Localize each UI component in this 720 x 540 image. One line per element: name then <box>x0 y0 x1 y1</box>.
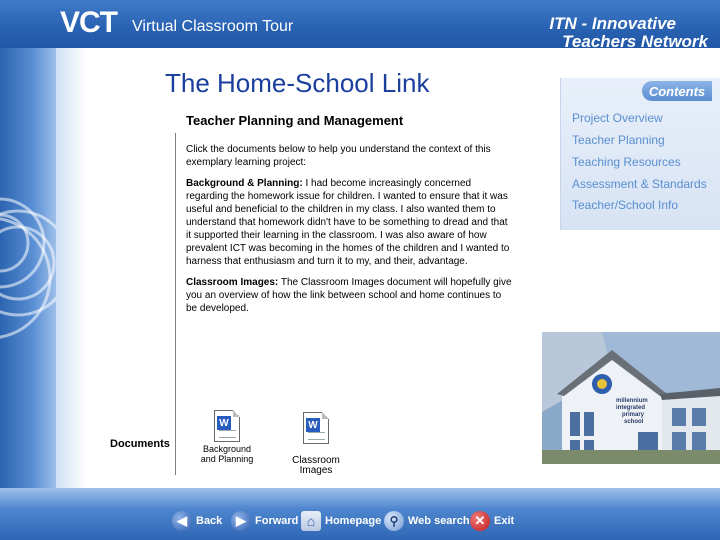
left-decorative-band <box>0 48 56 488</box>
nav-forward-button[interactable] <box>231 510 298 532</box>
nav-homepage-label: Homepage <box>325 515 382 527</box>
back-arrow-icon: ◀ <box>172 511 192 531</box>
intro-paragraph: Click the documents below to help you understand the context of this exemplary learning project: <box>186 144 491 168</box>
background-label: Background & Planning: <box>186 178 303 189</box>
header-subtitle: Virtual Classroom Tour <box>132 18 294 35</box>
page-title: The Home-School Link <box>165 68 430 98</box>
classroom-images-paragraph <box>186 276 512 315</box>
menu-item-teacher-planning[interactable]: Teacher Planning <box>572 133 665 147</box>
nav-forward-label: Forward <box>255 515 299 527</box>
background-paragraph <box>186 177 512 268</box>
contents-tab[interactable]: Contents <box>642 81 712 101</box>
nav-back-button[interactable] <box>172 510 222 532</box>
nav-exit-button[interactable] <box>470 510 514 532</box>
section-heading: Teacher Planning and Management <box>186 113 404 128</box>
classroom-images-text: The Classroom Images document will hopefully give you an overview of how the link between school and home continues to be developed. <box>186 277 512 314</box>
nav-back-label: Back <box>196 515 223 527</box>
document-background-and-planning[interactable] <box>194 410 260 464</box>
documents-label: Documents <box>110 438 170 450</box>
nav-exit-label: Exit <box>494 515 515 527</box>
menu-item-assessment-standards[interactable]: Assessment & Standards <box>572 177 707 191</box>
background-text: I had become increasingly concerned regarding the homework issue for children. I wanted to ensure that it was useful and beneficial to the children in my class. I also wanted them to understand that homework didn't have to be something to dread and that it supported their learning in the classroom. I was also aware of how prevalent ICT was becoming in the homes of the children and I wanted to harness that enthusiasm and turn it to my, and their, advantage. <box>186 178 510 267</box>
magnifier-icon: ⚲ <box>384 511 404 531</box>
document-label: Classroom Images <box>292 455 340 476</box>
school-photo <box>542 332 720 464</box>
document-label: Background and Planning <box>200 444 254 464</box>
vct-logo: VCT <box>60 6 117 39</box>
menu-item-project-overview[interactable]: Project Overview <box>572 111 663 125</box>
home-icon: ⌂ <box>301 511 321 531</box>
classroom-images-label: Classroom Images: <box>186 277 279 288</box>
left-gradient-fade <box>56 48 86 488</box>
menu-item-teaching-resources[interactable]: Teaching Resources <box>572 155 681 169</box>
word-document-icon: W <box>214 410 240 442</box>
content-divider-line <box>175 133 176 475</box>
sign-text-line2: integrated <box>616 405 646 411</box>
concentric-circles-decoration <box>0 48 56 488</box>
menu-item-teacher-school-info[interactable]: Teacher/School Info <box>572 198 679 212</box>
nav-web-search-button[interactable] <box>384 510 470 532</box>
forward-arrow-icon: ▶ <box>231 511 251 531</box>
itn-brand-line1: ITN - Innovative <box>549 14 676 33</box>
sign-text-line1: millennium <box>616 398 648 404</box>
document-classroom-images[interactable] <box>276 412 356 476</box>
sign-text-line3: primary <box>622 412 645 418</box>
exit-x-icon: ✕ <box>470 511 490 531</box>
itn-brand-line2: Teachers Network <box>562 32 708 51</box>
content-body <box>186 143 512 323</box>
sign-text-line4: school <box>624 419 644 425</box>
nav-web-search-label: Web search <box>408 515 470 527</box>
word-document-icon: W <box>303 412 329 444</box>
nav-homepage-button[interactable] <box>301 510 381 532</box>
